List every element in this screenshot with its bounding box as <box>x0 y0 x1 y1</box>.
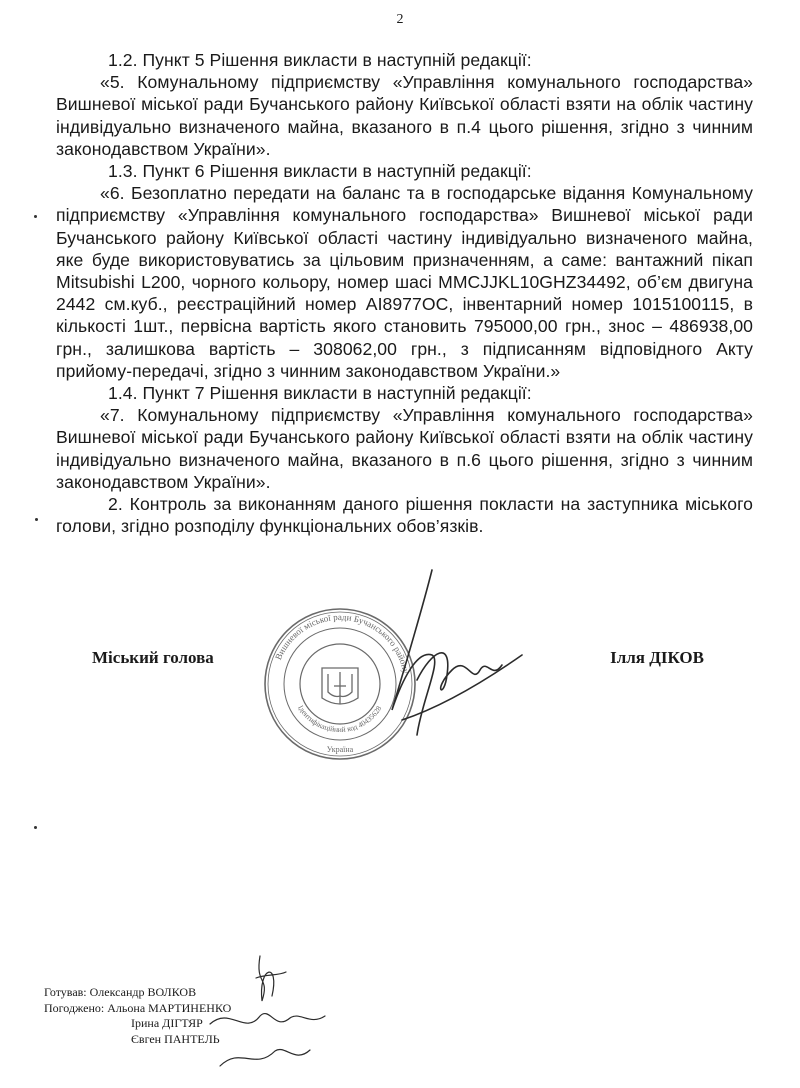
agreed-by-3: Євген ПАНТЕЛЬ <box>131 1031 220 1046</box>
paragraph-1-2: 1.2. Пункт 5 Рішення викласти в наступній редакції: <box>108 50 532 70</box>
margin-mark <box>34 826 37 829</box>
paragraph-item-6: «6. Безоплатно передати на баланс та в господарське відання Комунальному підприємству «Управління комунального господарства» Вишневої міської ради Бучанського району Київської області частину індивідуально визначеного майна, яке буде використовуватись за цільовим призначенням, а саме: вантажний пікап Mitsubishi L200, чорного кольору, номер шасі MMCJJKL10GHZ34492, об’єм двигуна 2442 см.куб., реєстраційний номер АІ8977ОС, інвентарний номер 1015100115, в кількості 1шт., первісна вартість якого становить 795000,00 грн., знос – 486938,00 грн., залишкова вартість – 308062,00 грн., з підписанням відповідного Акту прийому-передачі, згідно з чинним законодавством України.» <box>56 183 753 381</box>
agreed-by-2: Ірина ДІГТЯР <box>131 1016 203 1030</box>
paragraph-2-control: 2. Контроль за виконанням даного рішення покласти на заступника міського голови, згідно розподілу функціональних обов’язків. <box>56 494 753 537</box>
signature-name: Ілля ДІКОВ <box>610 648 704 667</box>
stamp-inner-text: Ідентифікаційний код 40435628 <box>296 703 384 735</box>
paragraph-1-3: 1.3. Пункт 6 Рішення викласти в наступній редакції: <box>108 161 532 182</box>
stamp-outer-text: Вишневої міської ради Бучанського району <box>273 611 412 675</box>
page-number: 2 <box>396 12 404 27</box>
agreed-by-1: Погоджено: Альона МАРТИНЕНКО <box>44 1000 232 1015</box>
signature-title: Міський голова <box>92 648 214 667</box>
margin-mark <box>35 518 38 521</box>
document-body <box>56 49 753 537</box>
margin-mark <box>34 215 37 218</box>
stamp-bottom-text: Україна <box>326 745 354 754</box>
paragraph-item-5: «5. Комунальному підприємству «Управління комунального господарства» Вишневої міської ради Бучанського району Київської області взяти на облік частину індивідуально визначеного майна, вказаного в п.4 цього рішення, згідно з чинним законодавством України». <box>56 72 753 159</box>
signature-block <box>0 648 800 678</box>
prepared-by: Готував: Олександр ВОЛКОВ <box>44 985 197 999</box>
approvals-block <box>44 985 231 1047</box>
paragraph-1-4: 1.4. Пункт 7 Рішення викласти в наступній редакції: <box>108 383 532 404</box>
paragraph-item-7: «7. Комунальному підприємству «Управління комунального господарства» Вишневої міської ради Бучанського району Київської області взяти на облік частину індивідуально визначеного майна, вказаного в п.6 цього рішення, згідно з чинним законодавством України». <box>56 405 753 492</box>
